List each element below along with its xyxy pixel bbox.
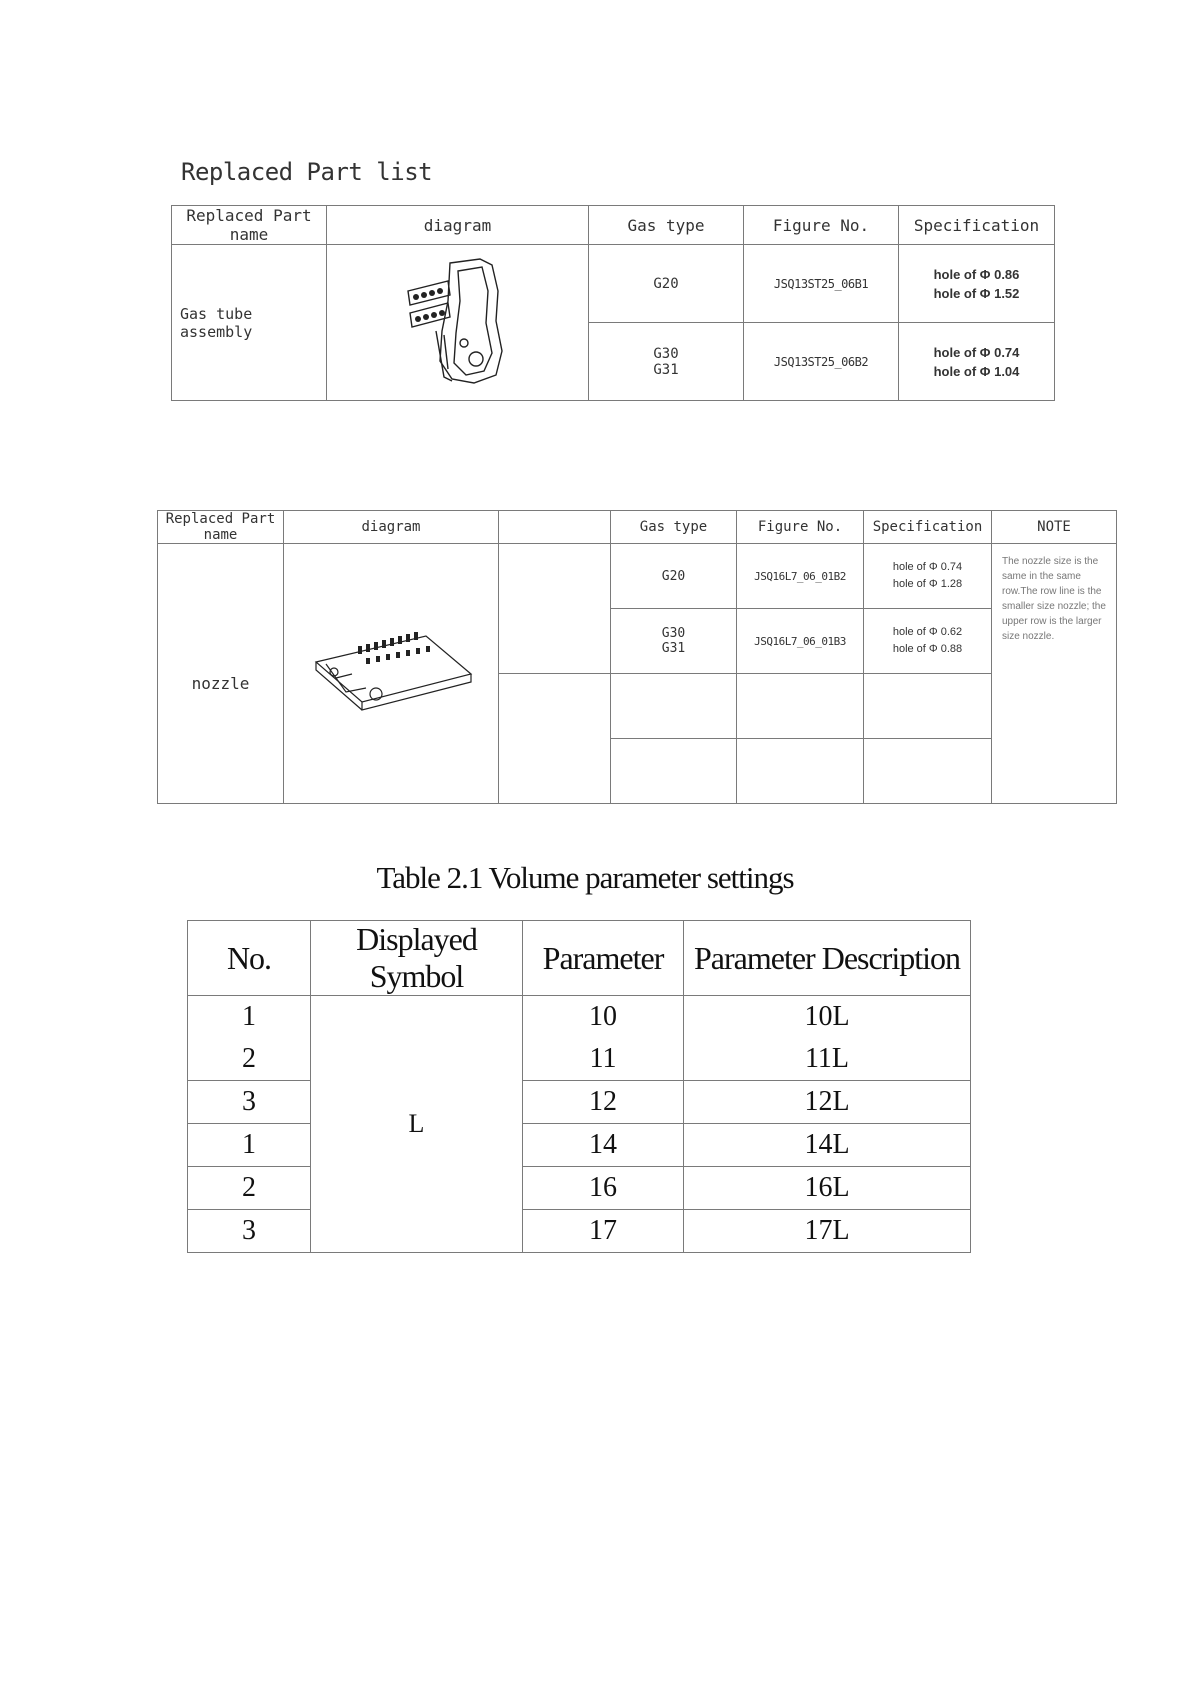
replaced-part-table bbox=[171, 205, 1055, 401]
header-specification: Specification bbox=[864, 511, 992, 544]
spec-line: hole of Φ 0.86 bbox=[933, 266, 1020, 282]
no-cell: 2 bbox=[188, 1167, 311, 1210]
header-replaced-part-name: Replaced Part name bbox=[172, 206, 327, 245]
no-cell: 3 bbox=[188, 1081, 311, 1124]
description-cell: 14L bbox=[684, 1124, 971, 1167]
blank-cell bbox=[499, 544, 611, 674]
table-row bbox=[188, 1124, 971, 1167]
figure-no-cell: JSQ13ST25_06B2 bbox=[744, 323, 899, 401]
table-header-row bbox=[188, 921, 971, 996]
figure-no-cell: JSQ13ST25_06B1 bbox=[744, 245, 899, 323]
volume-table-title: Table 2.1 Volume parameter settings bbox=[376, 860, 794, 895]
header-note: NOTE bbox=[992, 511, 1117, 544]
empty-cell bbox=[737, 674, 864, 739]
empty-cell bbox=[864, 739, 992, 804]
parameter-cell: 12 bbox=[523, 1081, 684, 1124]
parameter-cell: 16 bbox=[523, 1167, 684, 1210]
spec-line: hole of Φ 0.62 bbox=[892, 626, 963, 638]
figure-no-cell: JSQ16L7_06_01B2 bbox=[737, 544, 864, 609]
table-row bbox=[188, 996, 971, 1039]
header-figure-no: Figure No. bbox=[737, 511, 864, 544]
spec-line: hole of Φ 1.04 bbox=[933, 363, 1020, 379]
header-replaced-part-name: Replaced Part name bbox=[158, 511, 284, 544]
no-cell: 1 bbox=[188, 996, 311, 1039]
empty-cell bbox=[737, 739, 864, 804]
header-blank bbox=[499, 511, 611, 544]
diagram-cell bbox=[284, 544, 499, 804]
specification-cell bbox=[899, 323, 1055, 401]
header-figure-no: Figure No. bbox=[744, 206, 899, 245]
spec-line: hole of Φ 0.74 bbox=[933, 344, 1020, 360]
no-cell: 1 bbox=[188, 1124, 311, 1167]
replaced-part-list-title: Replaced Part list bbox=[181, 158, 433, 186]
nozzle-diagram bbox=[306, 622, 476, 722]
gas-tube-assembly-diagram bbox=[388, 251, 528, 391]
header-no: No. bbox=[188, 921, 311, 996]
header-gas-type: Gas type bbox=[589, 206, 744, 245]
description-cell: 12L bbox=[684, 1081, 971, 1124]
table-row bbox=[188, 1210, 971, 1253]
parameter-cell: 17 bbox=[523, 1210, 684, 1253]
blank-cell bbox=[499, 674, 611, 804]
table-header-row bbox=[158, 511, 1117, 544]
diagram-cell bbox=[327, 245, 589, 401]
gas-type-line: G30 bbox=[661, 626, 686, 641]
spec-line: hole of Φ 0.74 bbox=[892, 561, 963, 573]
specification-cell bbox=[864, 609, 992, 674]
description-cell: 16L bbox=[684, 1167, 971, 1210]
description-cell: 17L bbox=[684, 1210, 971, 1253]
spec-line: hole of Φ 1.28 bbox=[892, 578, 963, 590]
displayed-symbol-cell: L bbox=[311, 996, 523, 1253]
header-displayed-symbol: Displayed Symbol bbox=[311, 921, 523, 996]
gas-type-line: G30 bbox=[653, 345, 679, 362]
nozzle-table bbox=[157, 510, 1117, 804]
specification-cell bbox=[864, 544, 992, 609]
gas-type-cell: G20 bbox=[611, 544, 737, 609]
spec-line: hole of Φ 1.52 bbox=[933, 285, 1020, 301]
spec-line: hole of Φ 0.88 bbox=[892, 643, 963, 655]
empty-cell bbox=[611, 674, 737, 739]
parameter-cell: 11 bbox=[523, 1038, 684, 1081]
gas-type-line: G31 bbox=[653, 361, 679, 378]
no-cell: 2 bbox=[188, 1038, 311, 1081]
parameter-cell: 14 bbox=[523, 1124, 684, 1167]
gas-type-cell bbox=[611, 609, 737, 674]
description-cell: 11L bbox=[684, 1038, 971, 1081]
empty-cell bbox=[611, 739, 737, 804]
table-row bbox=[172, 245, 1055, 323]
gas-type-line: G31 bbox=[661, 641, 686, 656]
description-cell: 10L bbox=[684, 996, 971, 1039]
volume-parameter-table bbox=[187, 920, 971, 1253]
specification-cell bbox=[899, 245, 1055, 323]
empty-cell bbox=[864, 674, 992, 739]
gas-type-cell bbox=[589, 323, 744, 401]
parameter-cell: 10 bbox=[523, 996, 684, 1039]
figure-no-cell: JSQ16L7_06_01B3 bbox=[737, 609, 864, 674]
no-cell: 3 bbox=[188, 1210, 311, 1253]
header-specification: Specification bbox=[899, 206, 1055, 245]
table-row bbox=[188, 1081, 971, 1124]
part-name-cell: Gas tube assembly bbox=[172, 245, 327, 401]
header-diagram: diagram bbox=[284, 511, 499, 544]
table-header-row bbox=[172, 206, 1055, 245]
table-row bbox=[158, 544, 1117, 609]
gas-type-cell: G20 bbox=[589, 245, 744, 323]
table-row bbox=[188, 1038, 971, 1081]
header-parameter: Parameter bbox=[523, 921, 684, 996]
note-cell: The nozzle size is the same in the same row.The row line is the smaller size nozzle; the upper row is the larger size nozzle. bbox=[992, 544, 1117, 804]
header-parameter-description: Parameter Description bbox=[684, 921, 971, 996]
header-diagram: diagram bbox=[327, 206, 589, 245]
header-gas-type: Gas type bbox=[611, 511, 737, 544]
table-row bbox=[188, 1167, 971, 1210]
part-name-cell: nozzle bbox=[158, 544, 284, 804]
